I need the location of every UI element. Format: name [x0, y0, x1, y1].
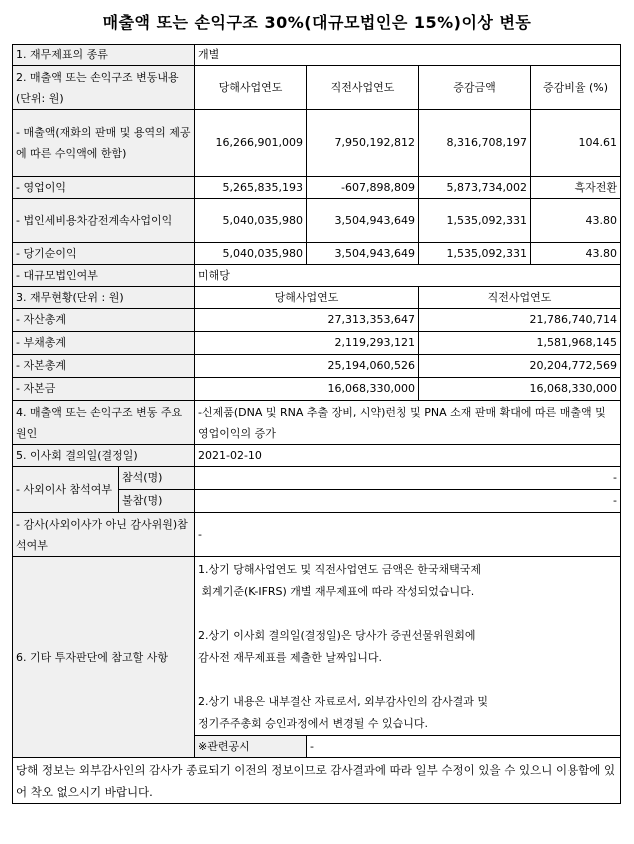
change-label: 2. 매출액 또는 손익구조 변동내용(단위: 원) — [13, 66, 195, 110]
change-header-prior: 직전사업연도 — [307, 66, 419, 110]
total-liabilities-prior: 1,581,968,145 — [419, 332, 621, 355]
net-income-current: 5,040,035,980 — [195, 243, 307, 265]
auditor-label: - 감사(사외이사가 아닌 감사위원)참석여부 — [13, 513, 195, 557]
related-disclosure-value: - — [307, 736, 621, 758]
total-liabilities-current: 2,119,293,121 — [195, 332, 419, 355]
table-row — [13, 401, 621, 445]
table-row — [13, 513, 621, 557]
table-row — [13, 110, 621, 177]
fs-type-value: 개별 — [195, 45, 621, 66]
change-header-rate: 증감비율 (%) — [531, 66, 621, 110]
capital-current: 16,068,330,000 — [195, 378, 419, 401]
revenue-label: - 매출액(재화의 판매 및 용역의 제공에 따른 수익액에 한함) — [13, 110, 195, 177]
table-row — [13, 445, 621, 467]
note-line: 정기주주총회 승인과정에서 변경될 수 있습니다. — [198, 717, 429, 730]
table-row — [13, 287, 621, 309]
total-equity-prior: 20,204,772,569 — [419, 355, 621, 378]
disclosure-table — [12, 44, 621, 804]
note-line: 2.상기 이사회 결의일(결정일)은 당사가 증권선물위원회에 — [198, 629, 476, 642]
total-liabilities-label: - 부채총계 — [13, 332, 195, 355]
total-equity-current: 25,194,060,526 — [195, 355, 419, 378]
operating-income-label: - 영업이익 — [13, 177, 195, 199]
revenue-prior: 7,950,192,812 — [307, 110, 419, 177]
total-assets-label: - 자산총계 — [13, 309, 195, 332]
table-row — [13, 177, 621, 199]
net-income-prior: 3,504,943,649 — [307, 243, 419, 265]
note-line: 회계기준(K-IFRS) 개별 재무제표에 따라 작성되었습니다. — [198, 585, 475, 598]
table-row — [13, 758, 621, 804]
revenue-current: 16,266,901,009 — [195, 110, 307, 177]
table-row — [13, 199, 621, 243]
revenue-diff: 8,316,708,197 — [419, 110, 531, 177]
large-corp-value: 미해당 — [195, 265, 621, 287]
fin-status-label: 3. 재무현황(단위 : 원) — [13, 287, 195, 309]
present-value: - — [195, 467, 621, 490]
fin-status-header-current: 당해사업연도 — [195, 287, 419, 309]
table-row — [13, 467, 621, 490]
capital-label: - 자본금 — [13, 378, 195, 401]
table-row — [13, 378, 621, 401]
table-row — [13, 355, 621, 378]
outside-director-label: - 사외이사 참석여부 — [13, 467, 119, 513]
net-income-label: - 당기순이익 — [13, 243, 195, 265]
footer-notice: 당해 정보는 외부감사인의 감사가 종료되기 이전의 정보이므로 감사결과에 따라 일부 수정이 있을 수 있으니 이용함에 있어 착오 없으시기 바랍니다. — [13, 758, 621, 804]
pretax-income-label: - 법인세비용차감전계속사업이익 — [13, 199, 195, 243]
capital-prior: 16,068,330,000 — [419, 378, 621, 401]
total-assets-current: 27,313,353,647 — [195, 309, 419, 332]
total-equity-label: - 자본총계 — [13, 355, 195, 378]
absent-value: - — [195, 490, 621, 513]
table-row — [13, 45, 621, 66]
change-header-current: 당해사업연도 — [195, 66, 307, 110]
board-date-value: 2021-02-10 — [195, 445, 621, 467]
pretax-income-diff: 1,535,092,331 — [419, 199, 531, 243]
table-row — [13, 66, 621, 110]
net-income-diff: 1,535,092,331 — [419, 243, 531, 265]
note-line — [198, 669, 617, 691]
auditor-value: - — [195, 513, 621, 557]
other-notes — [195, 557, 621, 736]
note-line — [198, 603, 617, 625]
note-line: 감사전 재무제표를 제출한 날짜입니다. — [198, 651, 383, 664]
absent-label: 불참(명) — [119, 490, 195, 513]
total-assets-prior: 21,786,740,714 — [419, 309, 621, 332]
fin-status-header-prior: 직전사업연도 — [419, 287, 621, 309]
table-row — [13, 309, 621, 332]
large-corp-label: - 대규모법인여부 — [13, 265, 195, 287]
operating-income-diff: 5,873,734,002 — [419, 177, 531, 199]
pretax-income-prior: 3,504,943,649 — [307, 199, 419, 243]
board-date-label: 5. 이사회 결의일(결정일) — [13, 445, 195, 467]
operating-income-prior: -607,898,809 — [307, 177, 419, 199]
present-label: 참석(명) — [119, 467, 195, 490]
change-header-diff: 증감금액 — [419, 66, 531, 110]
page-title: 매출액 또는 손익구조 30%(대규모법인은 15%)이상 변동 — [102, 13, 532, 32]
cause-label: 4. 매출액 또는 손익구조 변동 주요원인 — [13, 401, 195, 445]
other-label: 6. 기타 투자판단에 참고할 사항 — [13, 557, 195, 758]
table-row — [13, 265, 621, 287]
cause-value: -신제품(DNA 및 RNA 추출 장비, 시약)런칭 및 PNA 소재 판매 확대에 따른 매출액 및 영업이익의 증가 — [195, 401, 621, 445]
revenue-rate: 104.61 — [531, 110, 621, 177]
fs-type-label: 1. 재무제표의 종류 — [13, 45, 195, 66]
table-row — [13, 243, 621, 265]
note-line: 2.상기 내용은 내부결산 자료로서, 외부감사인의 감사결과 및 — [198, 695, 488, 708]
related-disclosure-label: ※관련공시 — [195, 736, 307, 758]
table-row — [13, 557, 621, 736]
operating-income-current: 5,265,835,193 — [195, 177, 307, 199]
pretax-income-rate: 43.80 — [531, 199, 621, 243]
pretax-income-current: 5,040,035,980 — [195, 199, 307, 243]
note-line: 1.상기 당해사업연도 및 직전사업연도 금액은 한국채택국제 — [198, 563, 481, 576]
table-row — [13, 332, 621, 355]
operating-income-rate: 흑자전환 — [531, 177, 621, 199]
net-income-rate: 43.80 — [531, 243, 621, 265]
